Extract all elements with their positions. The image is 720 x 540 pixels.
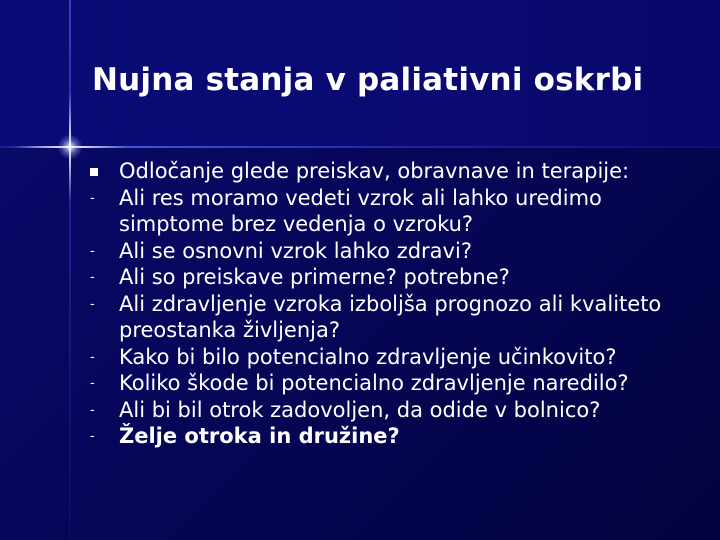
list-item (88, 344, 708, 371)
sparkle-glow-icon (58, 135, 82, 159)
list-item (88, 397, 708, 424)
list-item (88, 291, 708, 344)
list-item-text: Ali se osnovni vzrok lahko zdravi? (119, 238, 472, 263)
vertical-accent-line (69, 0, 71, 540)
list-item-text: Ali so preiskave primerne? potrebne? (119, 265, 510, 289)
list-item (88, 158, 708, 185)
list-item-text: Ali bi bil otrok zadovoljen, da odide v bolnico? (119, 397, 601, 422)
dash-bullet: - (90, 270, 95, 285)
dash-bullet: - (90, 376, 95, 391)
dash-bullet: - (90, 349, 95, 365)
bullet-list (88, 158, 708, 450)
square-bullet-icon (88, 158, 108, 184)
dash-bullet: - (90, 402, 95, 418)
list-item (88, 238, 708, 265)
dash-bullet: - (90, 190, 95, 206)
slide-title: Nujna stanja v paliativni oskrbi (92, 62, 644, 98)
list-item (88, 423, 708, 450)
list-item-text: Želje otroka in družine? (119, 424, 400, 448)
list-item-text: Koliko škode bi potencialno zdravljenje naredilo? (119, 371, 629, 395)
dash-bullet: - (90, 296, 95, 312)
list-item-text: Kako bi bilo potencialno zdravljenje učinkovito? (119, 344, 617, 369)
list-item (88, 185, 708, 238)
list-item (88, 370, 708, 397)
list-item-text: Ali zdravljenje vzroka izboljša prognozo ali kvaliteto preostanka življenja? (119, 291, 662, 342)
dash-bullet: - (90, 429, 95, 444)
list-item-text: Odločanje glede preiskav, obravnave in terapije: (119, 159, 630, 183)
list-item-text: Ali res moramo vedeti vzrok ali lahko uredimo simptome brez vedenja o vzroku? (119, 185, 602, 236)
list-item (88, 264, 708, 291)
dash-bullet: - (90, 243, 95, 259)
